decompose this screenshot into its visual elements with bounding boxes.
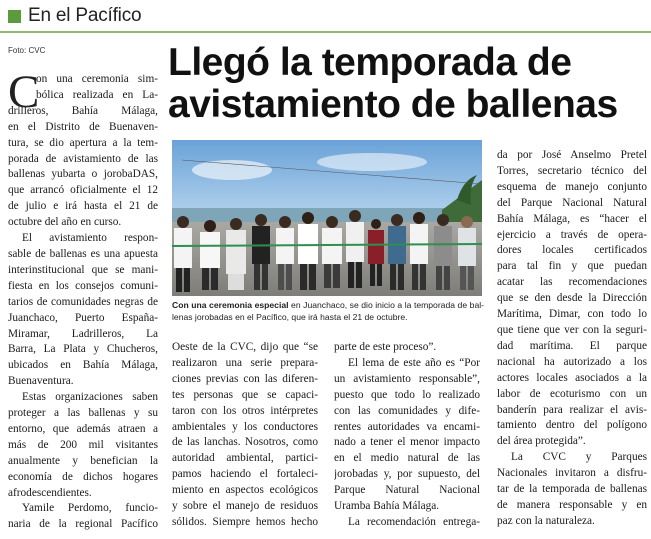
text-line: puesto que todo lo realizado <box>334 388 480 401</box>
text-line: dores locales certificados <box>497 244 647 257</box>
headline-line-1: Llegó la temporada de <box>168 41 572 84</box>
text-line: ejercicio a través de opera- <box>497 228 647 241</box>
text-line: ballenas yubarta o jorobaDAS, <box>8 168 158 181</box>
text-line: La CVC y Parques <box>511 451 647 464</box>
text-line: drilleros, Bahía Málaga, <box>8 104 158 117</box>
text-line: El avistamiento respon- <box>22 232 158 245</box>
photo-caption <box>172 300 484 323</box>
text-line: Juanchaco, Puerto España- <box>8 311 158 324</box>
paragraph-7 <box>334 356 480 515</box>
text-line: un avistamiento responsable”, <box>334 372 480 385</box>
text-line: en el Distrito de Buenaven- <box>8 120 158 133</box>
text-line: Nacionales invitaron a disfru- <box>497 467 647 480</box>
text-line: Marítima, Dimar, con todo lo <box>497 308 647 321</box>
text-line: actores locales asociados a la <box>497 371 647 384</box>
text-line: proteger a las ballenas y su <box>8 407 158 420</box>
text-line: Buenaventura. <box>8 375 74 388</box>
text-line: afrodescendientes. <box>8 486 92 499</box>
section-title: En el Pacífico <box>28 5 142 26</box>
text-line: tarios de comunidades negras de <box>8 295 158 308</box>
paragraph-3 <box>8 390 158 501</box>
text-line: Torres, secretario técnico del <box>497 164 647 177</box>
text-line: fiesta en los consejos comuni- <box>8 279 158 292</box>
text-line: Miramar, Ladrilleros, La <box>8 327 158 340</box>
text-line: sólidos. Siempre hemos hecho <box>172 515 318 528</box>
ceremony-photo-image <box>172 140 482 296</box>
text-line: y sobre el manejo de residuos <box>172 500 318 513</box>
article-column-2 <box>172 340 318 531</box>
paragraph-10 <box>497 450 647 530</box>
text-line: nado a tener el menor impacto <box>334 436 480 449</box>
text-line: sable de ballenas es una apuesta <box>8 247 158 260</box>
text-line: realizaron una serie prepara- <box>172 356 318 369</box>
text-line: interinstitucional que se mani- <box>8 263 158 276</box>
text-line: taron con los otros intérpretes <box>172 404 318 417</box>
text-line: da por José Anselmo Pretel <box>497 149 647 161</box>
text-line: con las comunidades y dife- <box>334 404 480 417</box>
text-line: entorno, que además atraen a <box>8 422 158 435</box>
text-line: tamiento dentro del polígono <box>497 419 647 432</box>
text-line: dad marítima. El parque <box>497 339 647 352</box>
text-line: octubre del año en curso. <box>8 216 122 229</box>
text-line: del área protegida”. <box>497 435 586 448</box>
text-line: labor de ecoturismo con un <box>497 387 647 400</box>
text-line: para tal fin y que puedan <box>497 260 647 273</box>
paragraph-5 <box>172 340 318 531</box>
text-line: on una ceremonia sim- <box>36 73 158 85</box>
section-rule <box>0 31 651 33</box>
text-line: más de 200 mil visitantes <box>8 438 158 451</box>
headline-line-2: avistamiento de ballenas <box>168 83 618 126</box>
text-line: que arrancó oficialmente el 12 <box>8 184 158 197</box>
caption-line-2: lenas jorobadas en el Pacífico, que irá hasta el 21 de octubre. <box>172 311 408 322</box>
text-line: bólica realizada en La- <box>36 88 158 101</box>
article-column-4 <box>497 148 647 530</box>
text-line: naria de la regional Pacífico <box>8 518 158 531</box>
section-marker <box>8 10 21 23</box>
text-line: tura, se dio apertura a la tem- <box>8 136 158 149</box>
headline <box>168 42 648 126</box>
paragraph-2 <box>8 231 158 390</box>
photo-credit: Foto: CVC <box>8 46 46 55</box>
text-line: banderín para realizar el avis- <box>497 403 647 416</box>
text-line: Estas organizaciones saben <box>22 391 158 404</box>
section-header <box>8 3 141 29</box>
text-line: paz con la naturaleza. <box>497 514 595 527</box>
text-line: parte de este proceso”. <box>334 341 437 353</box>
text-line: economía de dichos hogares <box>8 470 158 483</box>
text-line: pamos haciendo el fortaleci- <box>172 468 318 481</box>
article-column-1 <box>8 66 158 533</box>
text-line: La recomendación entrega- <box>348 515 480 528</box>
text-line: de las lanchas. Nosotros, como <box>172 436 318 449</box>
caption-line-1: Con una ceremonia especial en Juanchaco, se dio inicio a la temporada de bal- <box>172 300 484 310</box>
text-line: Bahía Málaga, es “hacer el <box>497 212 647 225</box>
paragraph-6 <box>334 340 480 356</box>
dropcap: C <box>8 66 40 118</box>
text-line: nacional ha autorizado a los <box>497 355 647 368</box>
text-line: tar de la temporada de ballenas <box>497 483 647 496</box>
paragraph-1 <box>8 66 158 231</box>
text-line: jorobadas y, por supuesto, del <box>334 468 480 481</box>
text-line: Yamile Perdomo, funcio- <box>22 502 158 515</box>
text-line: porada de avistamiento de las <box>8 152 158 165</box>
text-line: Oeste de la CVC, dijo que “se <box>172 341 318 353</box>
text-line: El lema de este año es “Por <box>348 356 480 369</box>
paragraph-4 <box>8 501 158 533</box>
text-line: en el medio natural de las <box>334 452 480 465</box>
text-line: anualmente y benefician la <box>8 454 158 467</box>
article-column-3 <box>334 340 480 531</box>
text-line: ambientales y los conductores <box>172 420 318 433</box>
text-line: Uramba Bahía Málaga. <box>334 500 440 513</box>
paragraph-8 <box>334 515 480 531</box>
ceremony-photo <box>172 140 482 296</box>
text-line: que se den desde la Dirección <box>497 292 647 305</box>
text-line: acatar las recomendaciones <box>497 276 647 289</box>
text-line: que tiene que ver con la seguri- <box>497 323 647 336</box>
text-line: Barra, La Plata y Chucheros, <box>8 343 158 356</box>
text-line: de manera responsable y en <box>497 498 647 511</box>
text-line: Parque Natural Nacional <box>334 484 480 497</box>
text-line: del Parque Nacional Natural <box>497 196 647 209</box>
text-line: autoridad ambiental, partici- <box>172 452 318 465</box>
text-line: ubicados en Bahía Málaga, <box>8 359 158 372</box>
paragraph-9 <box>497 148 647 450</box>
text-line: ciones previas con las diferen- <box>172 372 318 385</box>
text-line: esquema de manejo conjunto <box>497 180 647 193</box>
text-line: de julio e irá hasta el 21 de <box>8 200 158 213</box>
text-line: tes personas que se capaci- <box>172 388 318 401</box>
text-line: rentes autoridades va encami- <box>334 420 480 433</box>
text-line: miento en aspectos ecológicos <box>172 484 318 497</box>
